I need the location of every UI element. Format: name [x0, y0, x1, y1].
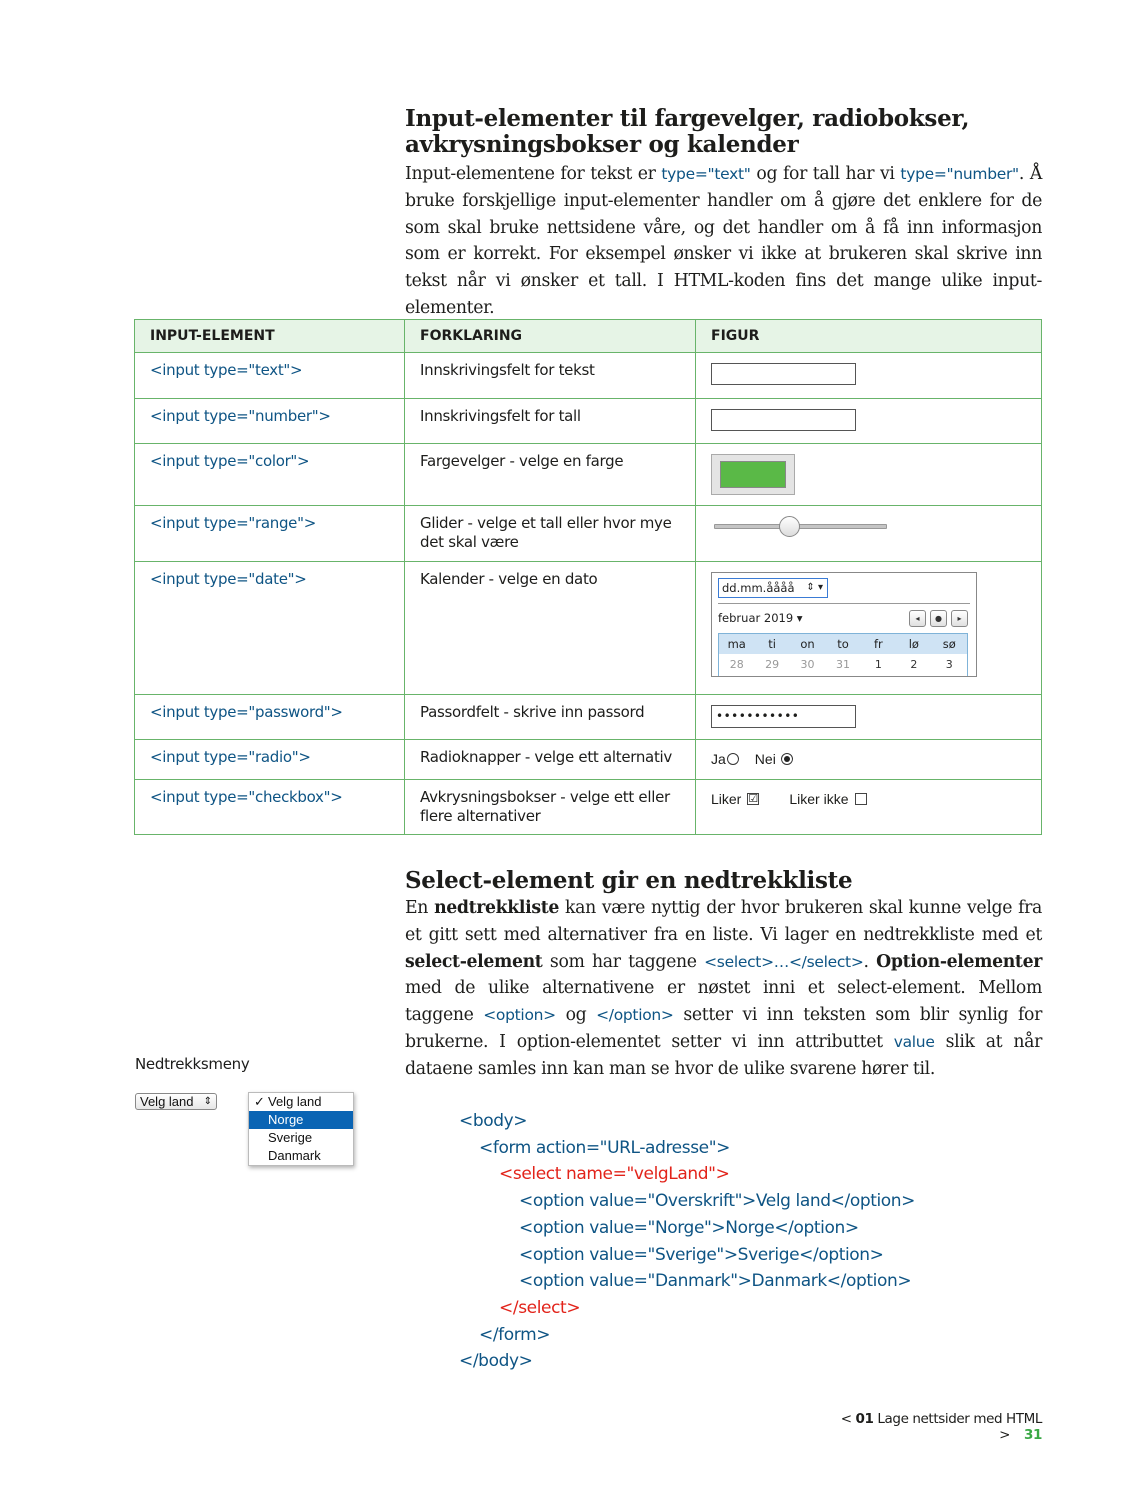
next-month-button[interactable]: ▸ — [951, 610, 968, 627]
code-line: </form> — [459, 1324, 551, 1345]
table-header-row — [135, 320, 1042, 353]
calendar-nav — [909, 610, 968, 627]
select-arrows-icon: ⇕ — [203, 1096, 212, 1107]
select-paragraph: En nedtrekkliste kan være nyttig der hvor brukeren skal kunne velge fra et gitt sett med alternativer fra en liste. Vi lager en nedtrekkliste med et select-element som har taggene <select>…</select>. Option-elementer med de ulike alternativene er nøstet inni et select-element. Mellom taggene <option> og </option> setter vi inn teksten som blir synlig for brukerne. I option-elementet setter vi inn attributtet value slik at når dataene samles inn kan man se hvor de ulike svarene hører til. — [405, 898, 1042, 1079]
section-heading — [405, 106, 1042, 158]
table-row — [135, 506, 1042, 562]
description-cell: Passordfelt - skrive inn passord — [405, 695, 696, 740]
element-cell: <input type="text"> — [135, 353, 405, 399]
description-cell: Glider - velge et tall eller hvor mye det skal være — [405, 506, 696, 562]
chapter-number: 01 — [855, 1411, 874, 1427]
section-select-element — [405, 868, 1042, 1083]
figure-cell — [696, 562, 1042, 695]
checkmark-icon: ✓ — [254, 1094, 265, 1109]
heading-line-2: avkrysningsbokser og kalender — [405, 131, 799, 158]
table-row — [135, 562, 1042, 695]
element-cell: <input type="radio"> — [135, 740, 405, 780]
checkbox-liker-ikke[interactable] — [855, 793, 867, 805]
divider — [718, 603, 970, 604]
chapter-title: Lage nettsider med HTML > — [873, 1411, 1042, 1443]
code-line: <body> — [459, 1111, 528, 1131]
radio-label-nei: Nei — [754, 751, 776, 767]
dropdown-option[interactable]: Norge — [249, 1111, 353, 1129]
select-closed-example[interactable] — [135, 1093, 217, 1110]
inline-code: <option> — [483, 1006, 556, 1025]
calendar-day[interactable]: 29 — [765, 658, 780, 671]
header-input-element: INPUT-ELEMENT — [135, 320, 405, 353]
radio-ja[interactable] — [727, 753, 739, 765]
element-cell: <input type="date"> — [135, 562, 405, 695]
element-cell: <input type="checkbox"> — [135, 780, 405, 835]
select-open-list — [248, 1092, 354, 1166]
code-line: <option value="Danmark">Danmark</option> — [459, 1271, 912, 1292]
code-example — [459, 1108, 915, 1375]
header-forklaring: FORKLARING — [405, 320, 696, 353]
intro-paragraph: Input-elementene for tekst er type="text" og for tall har vi type="number". Å bruke forskjellige input-elementer handler om å gjøre det enklere for de som skal bruke nettsidene våre, og det handler om å få inn informasjon som er korrekt. For eksempel ønsker vi ikke at brukeren skal skrive inn tekst når vi ønsker et tall. I HTML-koden fins det mange ulike input-elementer. — [405, 164, 1042, 318]
inline-code: type="number" — [900, 165, 1019, 183]
calendar-day[interactable]: 2 — [910, 658, 918, 671]
dropdown-caption: Nedtrekksmeny — [135, 1055, 250, 1073]
code-line-highlight: </select> — [459, 1297, 581, 1318]
figure-cell — [696, 399, 1042, 444]
figure-cell — [696, 353, 1042, 399]
description-cell: Innskrivingsfelt for tall — [405, 399, 696, 444]
section-heading: Select-element gir en nedtrekkliste — [405, 867, 853, 894]
calendar-day[interactable]: 31 — [835, 658, 850, 671]
dropdown-option[interactable]: ✓ Velg land — [254, 1094, 322, 1109]
date-field[interactable] — [718, 578, 828, 598]
element-cell: <input type="range"> — [135, 506, 405, 562]
code-line: <option value="Overskrift">Velg land</option> — [459, 1191, 916, 1212]
page-footer: < 01 Lage nettsider med HTML > 31 — [840, 1411, 1042, 1443]
figure-cell — [696, 506, 1042, 562]
color-swatch — [720, 461, 786, 488]
weekday-label: ma — [727, 637, 746, 651]
checkbox-liker[interactable]: ☑ — [748, 793, 759, 805]
color-picker-example[interactable] — [711, 454, 795, 495]
radio-nei[interactable] — [781, 753, 793, 765]
table-row — [135, 740, 1042, 780]
prev-month-button[interactable]: ◂ — [909, 610, 926, 627]
calendar-day[interactable]: 3 — [945, 658, 953, 671]
password-input-example[interactable]: ••••••••••• — [711, 705, 856, 728]
checkbox-example — [711, 791, 1026, 807]
calendar-day[interactable]: 30 — [800, 658, 815, 671]
radio-label-ja: Ja — [711, 751, 726, 767]
inline-code: <select>…</select> — [704, 952, 864, 971]
slider-thumb[interactable] — [779, 516, 800, 537]
weekday-label: ti — [768, 637, 776, 651]
checkbox-label-liker: Liker — [711, 791, 742, 807]
text-input-example[interactable] — [711, 363, 856, 385]
element-cell: <input type="color"> — [135, 444, 405, 506]
range-slider-example[interactable] — [711, 514, 887, 540]
weekday-label: to — [837, 637, 849, 651]
code-line: <option value="Norge">Norge</option> — [459, 1217, 859, 1238]
element-cell: <input type="number"> — [135, 399, 405, 444]
code-line: <form action="URL-adresse"> — [459, 1137, 730, 1158]
description-cell: Innskrivingsfelt for tekst — [405, 353, 696, 399]
date-picker-example[interactable] — [711, 572, 977, 677]
figure-cell — [696, 444, 1042, 506]
weekday-label: on — [800, 637, 815, 651]
dropdown-option[interactable]: Danmark — [268, 1148, 321, 1163]
select-value: Velg land — [140, 1094, 194, 1109]
radio-example — [711, 751, 1026, 767]
table-row — [135, 353, 1042, 399]
weekday-label: lø — [908, 637, 919, 651]
table-row — [135, 780, 1042, 835]
inline-code: type="text" — [661, 165, 751, 183]
calendar-grid — [718, 633, 968, 677]
dropdown-option[interactable]: Sverige — [268, 1130, 313, 1145]
section-input-elements — [405, 106, 1042, 322]
element-cell: <input type="password"> — [135, 695, 405, 740]
weekday-label: fr — [874, 637, 883, 651]
number-input-example[interactable] — [711, 409, 856, 431]
calendar-day[interactable]: 1 — [874, 658, 882, 671]
code-line: </body> — [459, 1351, 533, 1372]
date-placeholder: dd.mm.åååå — [722, 581, 795, 595]
inline-code: value — [893, 1032, 935, 1051]
table-row — [135, 695, 1042, 740]
month-selector[interactable]: februar 2019 ▾ — [718, 611, 803, 625]
date-spinner-icon[interactable]: ⇕ ▾ — [806, 582, 823, 593]
table-row — [135, 399, 1042, 444]
slider-track — [714, 524, 887, 529]
figure-cell — [696, 740, 1042, 780]
weekday-header — [719, 634, 967, 654]
header-figur: FIGUR — [696, 320, 1042, 353]
code-line-highlight: <select name="velgLand"> — [459, 1164, 730, 1185]
calendar-week-row — [719, 654, 967, 676]
page-number: 31 — [1024, 1427, 1042, 1443]
checkbox-label-liker-ikke: Liker ikke — [789, 791, 849, 807]
code-line: <option value="Sverige">Sverige</option> — [459, 1244, 884, 1265]
description-cell: Radioknapper - velge ett alternativ — [405, 740, 696, 780]
calendar-day[interactable]: 28 — [729, 658, 744, 671]
figure-cell — [696, 695, 1042, 740]
description-cell: Fargevelger - velge en farge — [405, 444, 696, 506]
table-row — [135, 444, 1042, 506]
description-cell: Avkrysningsbokser - velge ett eller flere alternativer — [405, 780, 696, 835]
weekday-label: sø — [942, 637, 956, 651]
today-button[interactable]: ● — [930, 610, 947, 627]
inline-code: </option> — [596, 1006, 674, 1025]
description-cell: Kalender - velge en dato — [405, 562, 696, 695]
heading-line-1: Input-elementer til fargevelger, radiobokser, — [405, 105, 970, 132]
input-elements-table — [134, 319, 1042, 835]
figure-cell — [696, 780, 1042, 835]
